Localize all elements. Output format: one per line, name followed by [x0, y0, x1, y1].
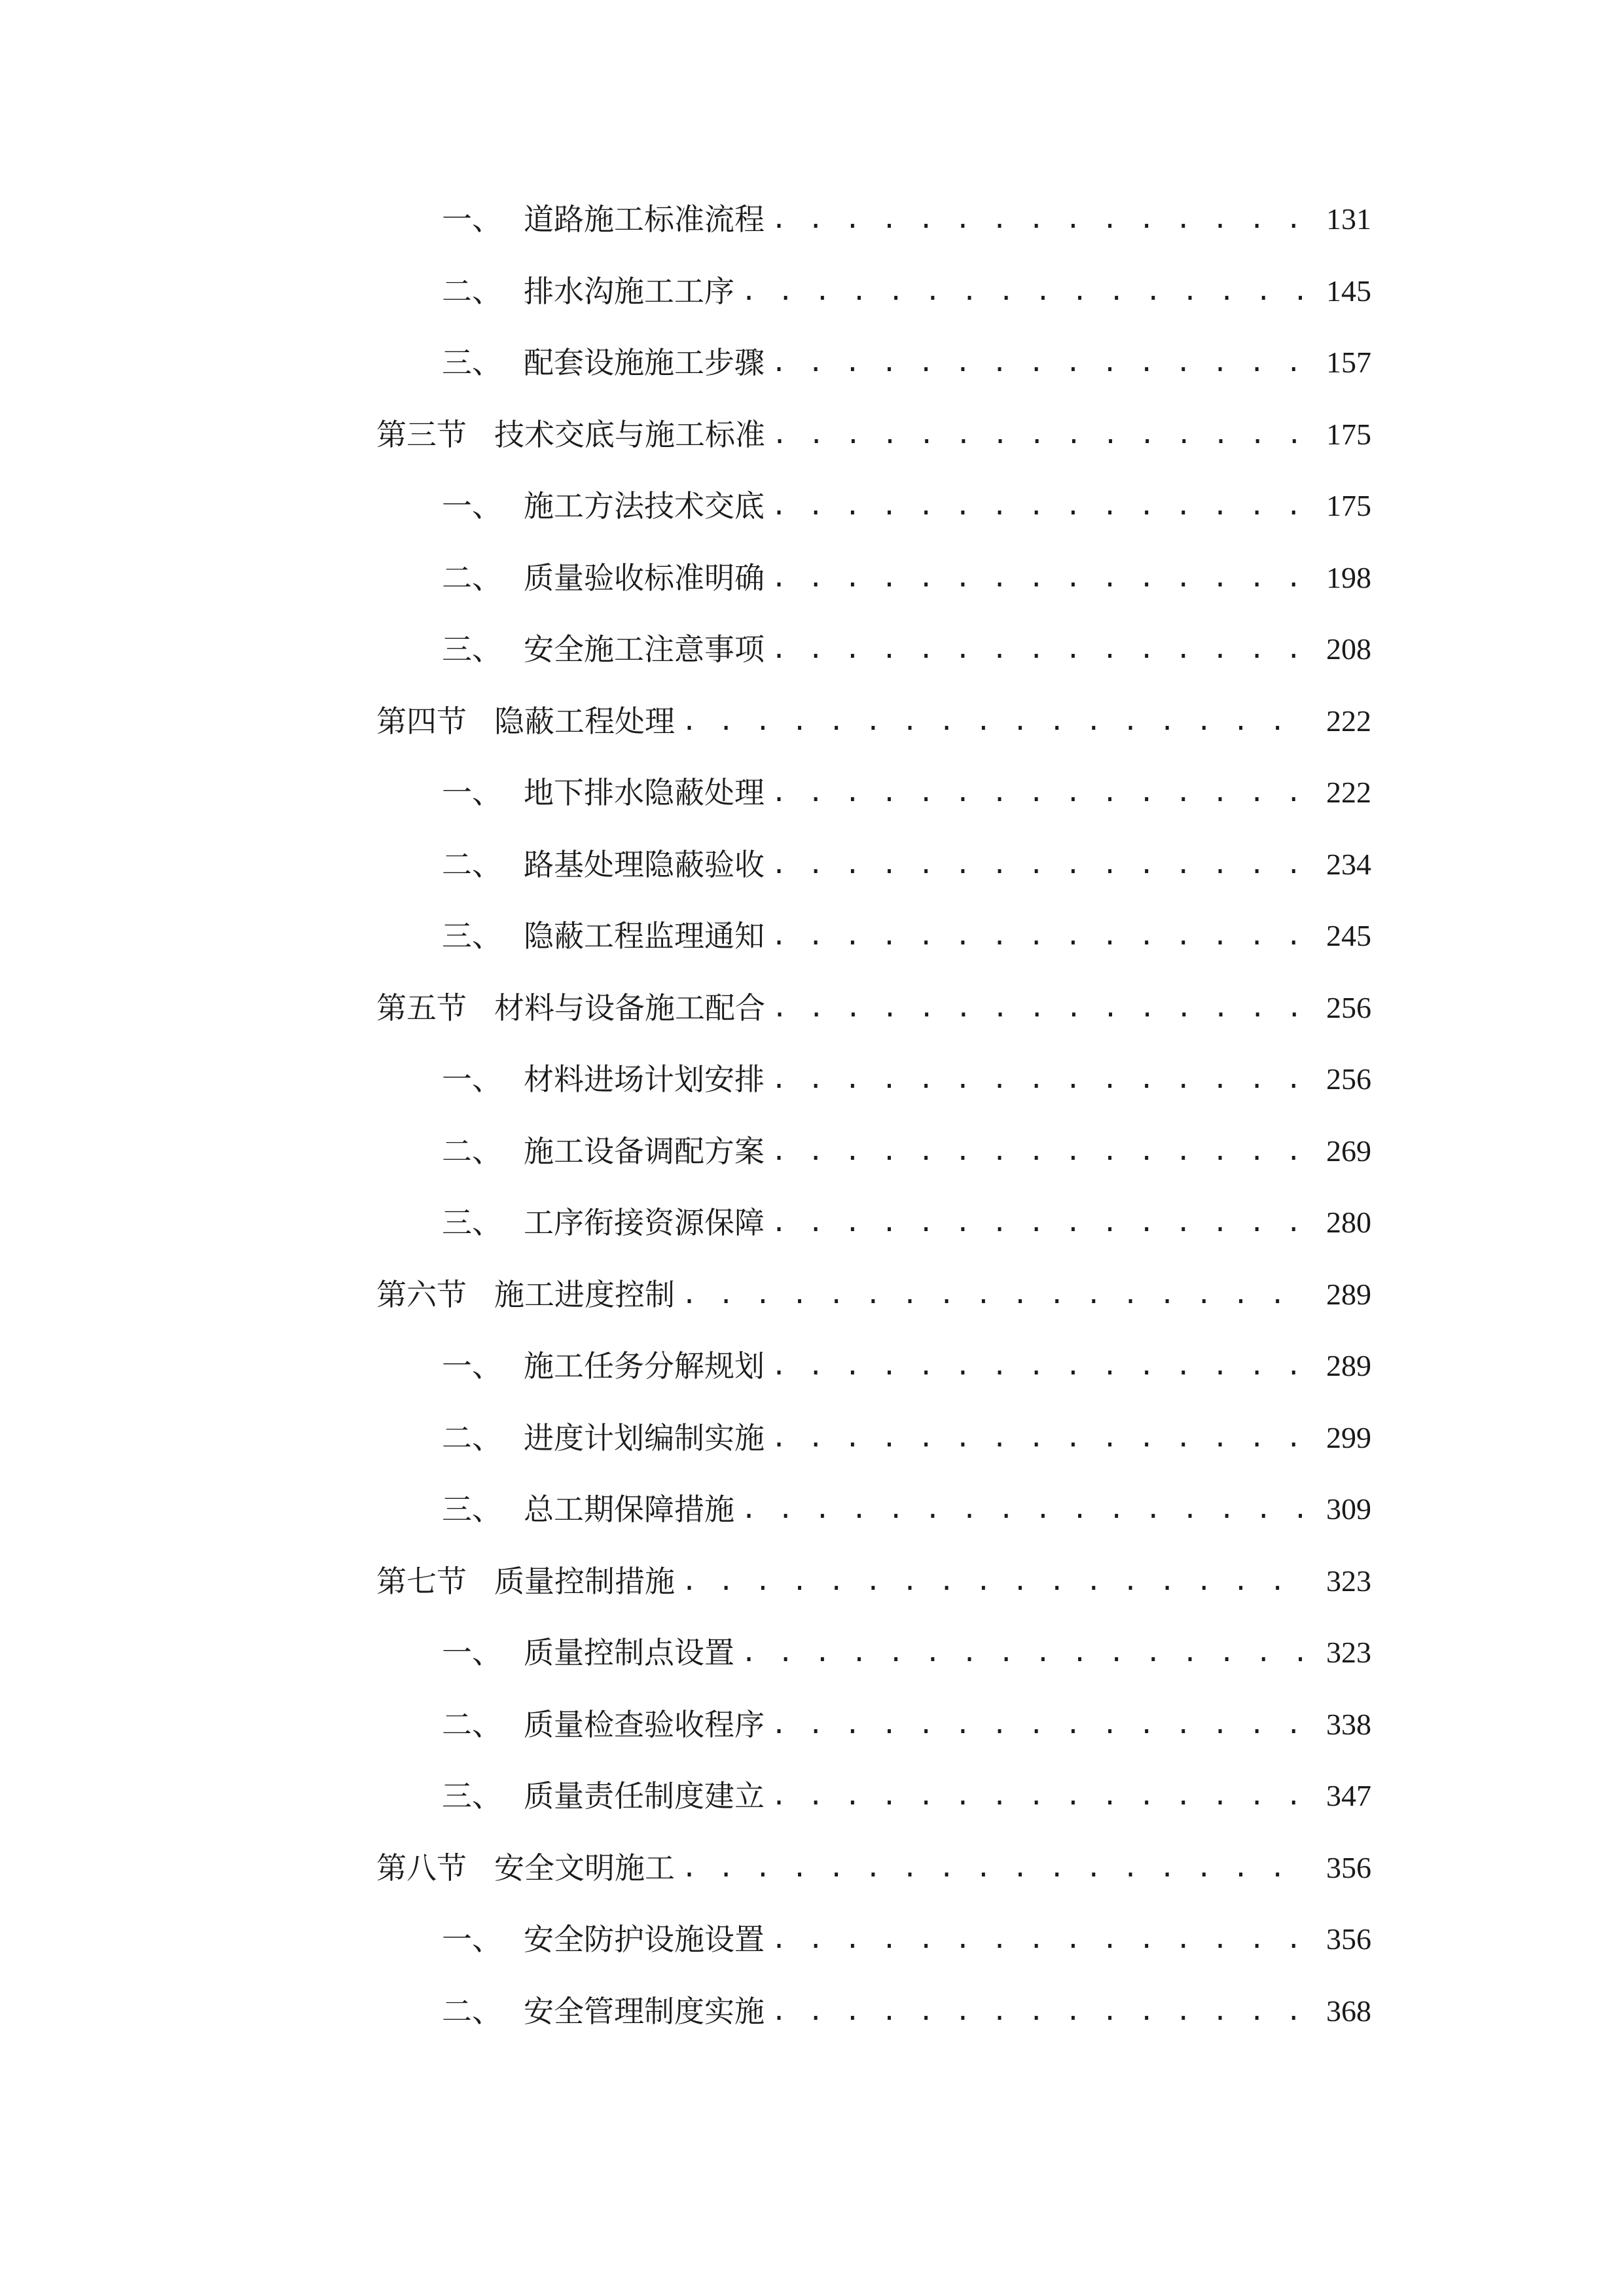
toc-entry[interactable] [376, 910, 1371, 962]
toc-entry[interactable] [376, 552, 1371, 604]
toc-page-number: 245 [1326, 919, 1371, 952]
toc-entry-number: 二、 [442, 1420, 502, 1456]
toc-entry-title: 排水沟施工工序 [524, 274, 734, 309]
toc-entry-title: 安全管理制度实施 [524, 1994, 765, 2029]
toc-entry-number: 一、 [442, 1348, 502, 1384]
toc-entry-title: 地下排水隐蔽处理 [524, 775, 765, 810]
toc-entry[interactable] [376, 1340, 1371, 1392]
toc-entry-number: 三、 [442, 632, 502, 667]
toc-section-number: 第六节 [376, 1277, 467, 1312]
toc-section-title: 材料与设备施工配合 [494, 990, 765, 1026]
toc-entry-title: 总工期保障措施 [524, 1492, 734, 1527]
dot-leader [771, 1913, 1308, 1965]
toc-entry-title: 施工方法技术交底 [524, 488, 765, 524]
dot-leader [771, 1125, 1308, 1177]
dot-leader [771, 1196, 1308, 1249]
toc-section-number: 第七节 [376, 1564, 467, 1599]
toc-entry-number: 一、 [442, 1062, 502, 1097]
toc-entry-title: 质量检查验收程序 [524, 1707, 765, 1742]
toc-entry[interactable] [376, 1053, 1371, 1105]
toc-page-number: 323 [1326, 1564, 1371, 1598]
dot-leader [771, 1985, 1308, 2037]
dot-leader [771, 910, 1308, 962]
toc-section-number: 第五节 [376, 990, 467, 1026]
toc-entry-title: 工序衔接资源保障 [524, 1205, 765, 1240]
toc-entry[interactable] [376, 1483, 1371, 1535]
toc-page-number: 256 [1326, 1062, 1371, 1096]
toc-entry[interactable] [376, 193, 1371, 245]
dot-leader [771, 1340, 1308, 1392]
toc-page-number: 256 [1326, 991, 1371, 1024]
toc-section-entry[interactable] [376, 1268, 1371, 1321]
toc-entry-number: 二、 [442, 1134, 502, 1169]
toc-entry[interactable] [376, 1985, 1371, 2037]
toc-entry-number: 三、 [442, 1778, 502, 1814]
toc-entry-title: 安全施工注意事项 [524, 632, 765, 667]
toc-page-number: 175 [1326, 418, 1371, 451]
toc-entry-number: 二、 [442, 1707, 502, 1742]
dot-leader [681, 1268, 1308, 1321]
dot-leader [772, 408, 1308, 461]
toc-section-title: 施工进度控制 [494, 1277, 675, 1312]
toc-entry-title: 安全防护设施设置 [524, 1922, 765, 1957]
toc-page-number: 338 [1326, 1708, 1371, 1741]
toc-page-number: 280 [1326, 1206, 1371, 1239]
dot-leader [771, 766, 1308, 819]
toc-entry[interactable] [376, 336, 1371, 389]
toc-entry-number: 二、 [442, 560, 502, 596]
toc-page-number: 368 [1326, 1994, 1371, 2028]
toc-entry[interactable] [376, 838, 1371, 891]
toc-entry-title: 质量验收标准明确 [524, 560, 765, 596]
toc-entry-title: 施工设备调配方案 [524, 1134, 765, 1169]
dot-leader [771, 193, 1308, 245]
dot-leader [771, 552, 1308, 604]
dot-leader [771, 1412, 1308, 1464]
toc-entry-title: 道路施工标准流程 [524, 202, 765, 237]
dot-leader [772, 982, 1308, 1034]
toc-entry-title: 配套设施施工步骤 [524, 345, 765, 380]
toc-section-entry[interactable] [376, 408, 1371, 461]
dot-leader [771, 336, 1308, 389]
toc-entry-number: 一、 [442, 488, 502, 524]
toc-entry-number: 一、 [442, 1922, 502, 1957]
toc-entry-number: 一、 [442, 202, 502, 237]
toc-entry-title: 进度计划编制实施 [524, 1420, 765, 1456]
dot-leader [771, 838, 1308, 891]
toc-page-number: 309 [1326, 1492, 1371, 1526]
toc-entry[interactable] [376, 1770, 1371, 1822]
toc-page-number: 198 [1326, 561, 1371, 594]
dot-leader [681, 1842, 1308, 1894]
toc-page-number: 356 [1326, 1922, 1371, 1956]
toc-section-number: 第四节 [376, 704, 467, 739]
dot-leader [741, 1483, 1308, 1535]
toc-section-title: 安全文明施工 [494, 1850, 675, 1886]
toc-section-number: 第三节 [376, 417, 467, 452]
toc-page-number: 269 [1326, 1134, 1371, 1168]
toc-page-number: 299 [1326, 1421, 1371, 1454]
toc-page-number: 157 [1326, 346, 1371, 379]
toc-entry[interactable] [376, 1626, 1371, 1679]
toc-page-number: 175 [1326, 489, 1371, 522]
toc-page-number: 289 [1326, 1278, 1371, 1311]
toc-page-number: 222 [1326, 704, 1371, 738]
toc-entry-number: 二、 [442, 1994, 502, 2029]
toc-section-title: 隐蔽工程处理 [494, 704, 675, 739]
toc-section-title: 质量控制措施 [494, 1564, 675, 1599]
toc-entry-title: 路基处理隐蔽验收 [524, 847, 765, 882]
dot-leader [741, 1626, 1308, 1679]
dot-leader [771, 1698, 1308, 1751]
dot-leader [771, 1770, 1308, 1822]
toc-section-number: 第八节 [376, 1850, 467, 1886]
toc-page-number: 222 [1326, 776, 1371, 809]
dot-leader [681, 695, 1308, 747]
toc-page-number: 347 [1326, 1779, 1371, 1812]
toc-entry[interactable] [376, 265, 1371, 317]
dot-leader [771, 623, 1308, 675]
toc-entry-number: 三、 [442, 918, 502, 954]
toc-entry-number: 二、 [442, 847, 502, 882]
dot-leader [741, 265, 1308, 317]
toc-page-number: 234 [1326, 848, 1371, 881]
toc-entry[interactable] [376, 623, 1371, 675]
toc-entry-title: 质量控制点设置 [524, 1635, 734, 1670]
toc-entry-title: 质量责任制度建立 [524, 1778, 765, 1814]
toc-entry-number: 三、 [442, 1492, 502, 1527]
toc-entry-number: 三、 [442, 345, 502, 380]
toc-entry-title: 材料进场计划安排 [524, 1062, 765, 1097]
toc-section-entry[interactable] [376, 1842, 1371, 1894]
toc-page-number: 323 [1326, 1636, 1371, 1669]
toc-entry-number: 一、 [442, 1635, 502, 1670]
toc-entry-number: 三、 [442, 1205, 502, 1240]
toc-section-entry[interactable] [376, 1555, 1371, 1607]
toc-entry[interactable] [376, 1412, 1371, 1464]
toc-page-number: 289 [1326, 1349, 1371, 1382]
toc-page-number: 208 [1326, 632, 1371, 666]
toc-entry-title: 施工任务分解规划 [524, 1348, 765, 1384]
toc-entry[interactable] [376, 1698, 1371, 1751]
toc-entry[interactable] [376, 766, 1371, 819]
toc-entry[interactable] [376, 1125, 1371, 1177]
toc-entry-number: 一、 [442, 775, 502, 810]
toc-page-number: 356 [1326, 1851, 1371, 1884]
toc-section-entry[interactable] [376, 695, 1371, 747]
toc-entry[interactable] [376, 1913, 1371, 1965]
toc-entry[interactable] [376, 1196, 1371, 1249]
toc-entry-number: 二、 [442, 274, 502, 309]
toc-section-title: 技术交底与施工标准 [494, 417, 765, 452]
toc-page-number: 145 [1326, 274, 1371, 308]
toc-page-number: 131 [1326, 202, 1371, 236]
toc-entry[interactable] [376, 480, 1371, 532]
dot-leader [771, 1053, 1308, 1105]
toc-entry-title: 隐蔽工程监理通知 [524, 918, 765, 954]
dot-leader [771, 480, 1308, 532]
dot-leader [681, 1555, 1308, 1607]
toc-section-entry[interactable] [376, 982, 1371, 1034]
